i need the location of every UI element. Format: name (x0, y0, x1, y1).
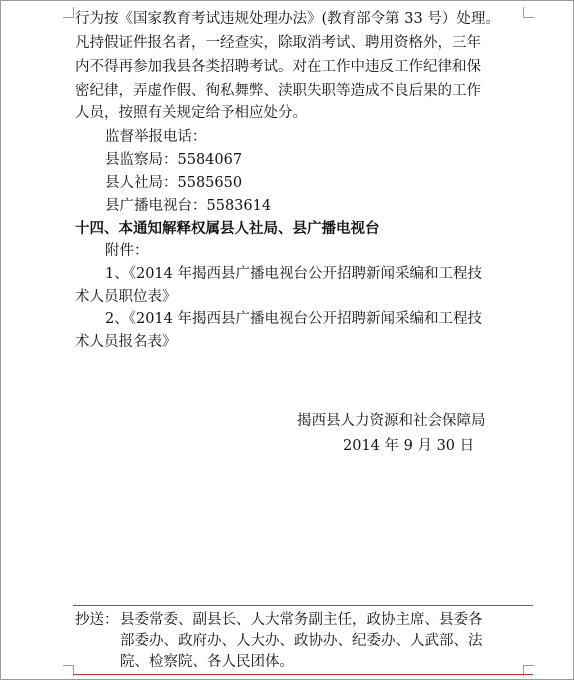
attachment-item: 1、《2014 年揭西县广播电视台公开招聘新闻采编和工程技 (105, 266, 482, 282)
hotline-item: 县人社局：5585650 (105, 175, 243, 191)
attachment-item-continued: 术人员报名表》 (75, 334, 177, 350)
cc-bottom-rule (73, 674, 533, 675)
hotline-item: 县广播电视台：5583614 (105, 198, 272, 214)
cc-line: 院、检察院、各人民团体。 (120, 654, 294, 670)
body-line: 人员，按照有关规定给予相应处分。 (75, 105, 307, 121)
signature-date: 2014 年 9 月 30 日 (343, 438, 475, 454)
body-line: 密纪律，弄虚作假、徇私舞弊、渎职失职等造成不良后果的工作 (75, 83, 481, 99)
cc-label: 抄送： (75, 612, 119, 628)
body-line: 内不得再参加我县各类招聘考试。对在工作中违反工作纪律和保 (75, 59, 481, 75)
crop-mark-top-left (63, 7, 74, 18)
hotline-item: 县监察局：5584067 (105, 152, 243, 168)
body-line: 凡持假证件报名者，一经查实，除取消考试、聘用资格外，三年 (75, 35, 481, 51)
signature-organization: 揭西县人力资源和社会保障局 (297, 413, 486, 429)
attachment-item-continued: 术人员职位表》 (75, 289, 177, 305)
attachment-item: 2、《2014 年揭西县广播电视台公开招聘新闻采编和工程技 (105, 311, 482, 327)
cc-top-rule (73, 605, 533, 606)
body-line: 行为按《国家教育考试违规处理办法》(教育部令第 33 号）处理。 (75, 11, 500, 27)
cc-line: 县委常委、副县长、人大常务副主任，政协主席、县委各 (120, 612, 483, 628)
section-heading: 十四、本通知解释权属县人社局、县广播电视台 (75, 220, 380, 237)
cc-line: 部委办、政府办、人大办、政协办、纪委办、人武部、法 (120, 633, 483, 649)
attachments-heading: 附件： (105, 243, 149, 259)
hotline-heading: 监督举报电话： (105, 129, 207, 145)
